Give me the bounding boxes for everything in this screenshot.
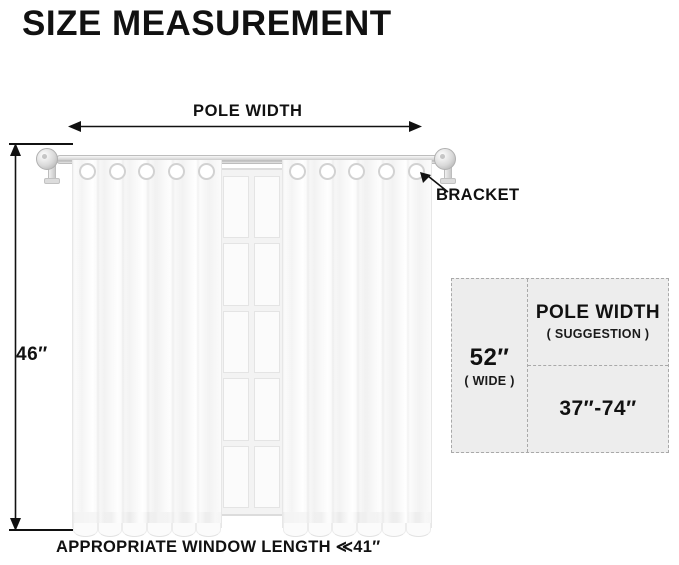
grommet-icon xyxy=(79,163,96,180)
finial-highlight xyxy=(42,154,47,159)
grommet-icon xyxy=(138,163,155,180)
curtain-scallop xyxy=(406,523,431,537)
window-pane xyxy=(254,243,280,305)
window-pane xyxy=(223,243,249,305)
curtain-scallop xyxy=(357,523,382,537)
bracket-label: BRACKET xyxy=(436,186,520,204)
curtain-fold-lines xyxy=(73,160,221,528)
curtain-panel-right xyxy=(282,160,432,528)
finial-highlight xyxy=(440,154,445,159)
grommet-icon xyxy=(198,163,215,180)
window-pane xyxy=(254,446,280,508)
double-arrow-vertical-icon xyxy=(9,143,22,531)
grommet-icon xyxy=(289,163,306,180)
grommet-icon xyxy=(348,163,365,180)
curtain-scallop xyxy=(73,523,98,537)
curtain-fold-lines xyxy=(283,160,431,528)
curtain-panel-left xyxy=(72,160,222,528)
grommet-icon xyxy=(168,163,185,180)
curtain-rod-finial-right xyxy=(434,148,456,170)
spec-width-unit: ( WIDE ) xyxy=(464,373,515,388)
size-spec-table xyxy=(451,278,669,453)
page-title: SIZE MEASUREMENT xyxy=(22,4,392,43)
curtain-scallop xyxy=(196,523,221,537)
spec-pole-width-range: 37″-74″ xyxy=(559,396,637,420)
curtain-height-label: 46″ xyxy=(16,344,48,365)
window-pane xyxy=(223,378,249,440)
curtain-scallop xyxy=(283,523,308,537)
curtain-scallop xyxy=(382,523,407,537)
spec-pole-width-header: POLE WIDTH xyxy=(535,302,661,324)
spec-pole-width-header-cell xyxy=(528,279,668,366)
curtain-grommet-row xyxy=(73,158,221,184)
window-illustration xyxy=(215,168,288,516)
curtain-scallop xyxy=(308,523,333,537)
window-pane-grid xyxy=(223,176,280,508)
curtain-scallop xyxy=(122,523,147,537)
grommet-icon xyxy=(319,163,336,180)
curtain-rod-bracket-foot-left xyxy=(44,178,60,184)
curtain-bottom-scallops xyxy=(73,523,221,537)
window-length-note: APPROPRIATE WINDOW LENGTH ≪41″ xyxy=(56,538,381,556)
curtain-scallop xyxy=(98,523,123,537)
pole-width-label: POLE WIDTH xyxy=(193,102,303,120)
window-pane xyxy=(254,311,280,373)
spec-pole-width-sub: ( SUGGESTION ) xyxy=(546,327,650,342)
spec-pole-width-range-cell xyxy=(528,366,668,453)
window-pane xyxy=(254,176,280,238)
spec-width-value: 52″ xyxy=(469,343,510,371)
curtain-bottom-scallops xyxy=(283,523,431,537)
curtain-rod-finial-left xyxy=(36,148,58,170)
curtain-scallop xyxy=(147,523,172,537)
grommet-icon xyxy=(378,163,395,180)
grommet-icon xyxy=(109,163,126,180)
double-arrow-horizontal-icon xyxy=(68,120,422,133)
window-pane xyxy=(223,176,249,238)
curtain-grommet-row xyxy=(283,158,431,184)
spec-pole-width-column xyxy=(528,279,668,452)
window-pane xyxy=(223,446,249,508)
window-pane xyxy=(254,378,280,440)
curtain-scallop xyxy=(332,523,357,537)
window-pane xyxy=(223,311,249,373)
curtain-scallop xyxy=(172,523,197,537)
spec-width-cell xyxy=(452,279,528,452)
